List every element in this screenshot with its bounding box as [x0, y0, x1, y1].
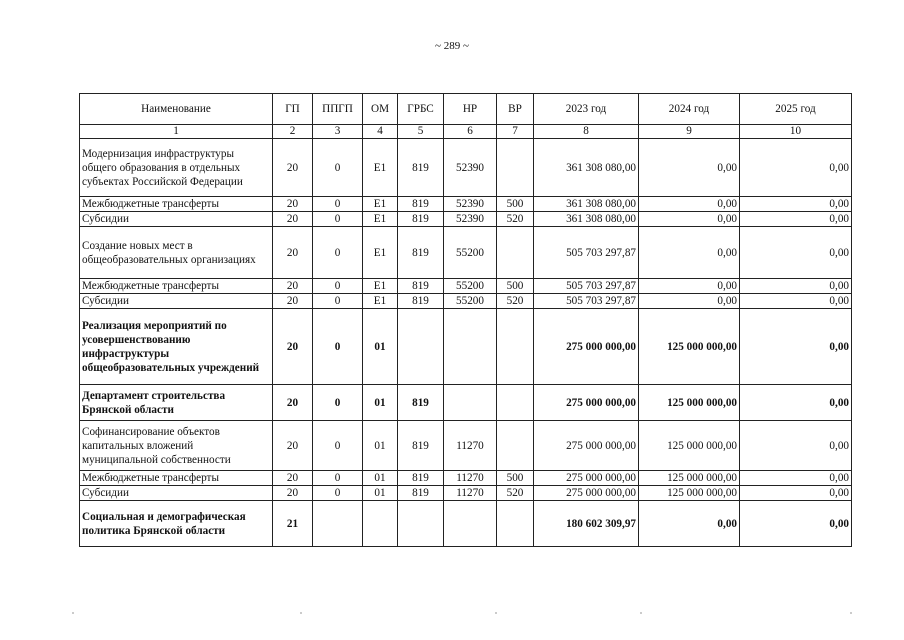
cell-2024: 0,00	[639, 501, 740, 547]
table-row	[80, 421, 852, 471]
cell-2023: 361 308 080,00	[534, 212, 639, 227]
cell-2025: 0,00	[740, 279, 852, 294]
cell-2024: 125 000 000,00	[639, 486, 740, 501]
cell-grbs: 819	[398, 279, 444, 294]
cell-gp: 20	[273, 294, 313, 309]
cell-ppgp: 0	[313, 197, 363, 212]
cell-2023: 505 703 297,87	[534, 294, 639, 309]
cell-nr: 11270	[444, 471, 497, 486]
cell-2023: 275 000 000,00	[534, 385, 639, 421]
cell-grbs: 819	[398, 294, 444, 309]
row-name: Межбюджетные трансферты	[80, 197, 273, 212]
cell-gp: 20	[273, 486, 313, 501]
cell-2025: 0,00	[740, 421, 852, 471]
cell-grbs: 819	[398, 421, 444, 471]
cell-2023: 275 000 000,00	[534, 309, 639, 385]
cell-2024: 125 000 000,00	[639, 471, 740, 486]
cell-nr: 55200	[444, 279, 497, 294]
cell-ppgp: 0	[313, 421, 363, 471]
cell-grbs	[398, 501, 444, 547]
cell-vr	[497, 385, 534, 421]
table-row	[80, 471, 852, 486]
cell-grbs: 819	[398, 139, 444, 197]
cell-om: 01	[363, 471, 398, 486]
col-header-name: Наименование	[80, 94, 273, 125]
cell-2024: 125 000 000,00	[639, 421, 740, 471]
scan-speck	[300, 612, 302, 614]
column-number-row	[80, 125, 852, 139]
cell-grbs: 819	[398, 486, 444, 501]
cell-2025: 0,00	[740, 385, 852, 421]
cell-2023: 275 000 000,00	[534, 486, 639, 501]
cell-2025: 0,00	[740, 197, 852, 212]
cell-ppgp: 0	[313, 212, 363, 227]
table-row	[80, 501, 852, 547]
table-row	[80, 197, 852, 212]
cell-nr: 55200	[444, 227, 497, 279]
row-name: Модернизация инфраструктуры общего образования в отдельных субъектах Российской Федерации	[80, 139, 273, 197]
table-row	[80, 294, 852, 309]
col-number: 7	[497, 125, 534, 139]
cell-vr	[497, 139, 534, 197]
col-number: 1	[80, 125, 273, 139]
cell-grbs: 819	[398, 227, 444, 279]
cell-vr: 500	[497, 471, 534, 486]
budget-table	[79, 93, 852, 547]
cell-vr: 520	[497, 486, 534, 501]
cell-2025: 0,00	[740, 309, 852, 385]
cell-ppgp: 0	[313, 486, 363, 501]
cell-ppgp: 0	[313, 471, 363, 486]
cell-vr	[497, 309, 534, 385]
cell-nr: 55200	[444, 294, 497, 309]
cell-ppgp: 0	[313, 294, 363, 309]
cell-vr	[497, 501, 534, 547]
cell-2025: 0,00	[740, 227, 852, 279]
col-header-2024: 2024 год	[639, 94, 740, 125]
cell-vr: 500	[497, 197, 534, 212]
scan-speck	[495, 612, 497, 614]
cell-2025: 0,00	[740, 294, 852, 309]
cell-om: 01	[363, 309, 398, 385]
cell-om	[363, 501, 398, 547]
cell-gp: 20	[273, 212, 313, 227]
cell-nr: 52390	[444, 212, 497, 227]
cell-gp: 20	[273, 421, 313, 471]
page-number: ~ 289 ~	[435, 40, 469, 52]
cell-vr: 520	[497, 294, 534, 309]
cell-nr: 52390	[444, 139, 497, 197]
cell-ppgp: 0	[313, 309, 363, 385]
table-row	[80, 279, 852, 294]
row-name: Реализация мероприятий по усовершенствованию инфраструктуры общеобразовательных учреждений	[80, 309, 273, 385]
cell-2023: 361 308 080,00	[534, 197, 639, 212]
cell-om: E1	[363, 227, 398, 279]
cell-gp: 20	[273, 139, 313, 197]
table-row	[80, 227, 852, 279]
table-row	[80, 139, 852, 197]
cell-2024: 0,00	[639, 279, 740, 294]
cell-ppgp: 0	[313, 385, 363, 421]
row-name: Субсидии	[80, 486, 273, 501]
col-header-2023: 2023 год	[534, 94, 639, 125]
cell-om: E1	[363, 279, 398, 294]
table-row	[80, 309, 852, 385]
cell-grbs	[398, 309, 444, 385]
cell-2024: 125 000 000,00	[639, 309, 740, 385]
row-name: Социальная и демографическая политика Брянской области	[80, 501, 273, 547]
cell-grbs: 819	[398, 212, 444, 227]
cell-2024: 0,00	[639, 139, 740, 197]
cell-nr	[444, 309, 497, 385]
cell-nr: 52390	[444, 197, 497, 212]
table-row	[80, 385, 852, 421]
cell-gp: 20	[273, 227, 313, 279]
cell-2023: 361 308 080,00	[534, 139, 639, 197]
cell-2024: 0,00	[639, 212, 740, 227]
cell-2025: 0,00	[740, 212, 852, 227]
cell-2024: 0,00	[639, 197, 740, 212]
cell-grbs: 819	[398, 197, 444, 212]
header-row	[80, 94, 852, 125]
col-header-vr: ВР	[497, 94, 534, 125]
cell-vr	[497, 227, 534, 279]
col-number: 9	[639, 125, 740, 139]
cell-om: 01	[363, 421, 398, 471]
col-number: 5	[398, 125, 444, 139]
row-name: Софинансирование объектов капитальных вложений муниципальной собственности	[80, 421, 273, 471]
cell-2025: 0,00	[740, 139, 852, 197]
cell-vr: 520	[497, 212, 534, 227]
scan-speck	[850, 612, 852, 614]
cell-ppgp: 0	[313, 139, 363, 197]
cell-om: E1	[363, 139, 398, 197]
col-number: 4	[363, 125, 398, 139]
cell-nr	[444, 385, 497, 421]
cell-grbs: 819	[398, 471, 444, 486]
col-header-2025: 2025 год	[740, 94, 852, 125]
cell-2024: 125 000 000,00	[639, 385, 740, 421]
cell-gp: 21	[273, 501, 313, 547]
cell-om: E1	[363, 197, 398, 212]
col-number: 6	[444, 125, 497, 139]
col-number: 8	[534, 125, 639, 139]
scan-speck	[640, 612, 642, 614]
col-header-nr: НР	[444, 94, 497, 125]
cell-vr: 500	[497, 279, 534, 294]
cell-2023: 505 703 297,87	[534, 227, 639, 279]
cell-2025: 0,00	[740, 471, 852, 486]
cell-gp: 20	[273, 197, 313, 212]
cell-gp: 20	[273, 385, 313, 421]
col-header-ppgp: ППГП	[313, 94, 363, 125]
col-number: 2	[273, 125, 313, 139]
cell-ppgp: 0	[313, 279, 363, 294]
row-name: Создание новых мест в общеобразовательных организациях	[80, 227, 273, 279]
cell-2025: 0,00	[740, 486, 852, 501]
cell-gp: 20	[273, 279, 313, 294]
col-header-gp: ГП	[273, 94, 313, 125]
table-row	[80, 486, 852, 501]
row-name: Субсидии	[80, 212, 273, 227]
col-number: 10	[740, 125, 852, 139]
row-name: Межбюджетные трансферты	[80, 471, 273, 486]
row-name: Департамент строительства Брянской области	[80, 385, 273, 421]
col-header-om: ОМ	[363, 94, 398, 125]
cell-om: E1	[363, 212, 398, 227]
cell-2024: 0,00	[639, 294, 740, 309]
cell-nr	[444, 501, 497, 547]
col-header-grbs: ГРБС	[398, 94, 444, 125]
table-row	[80, 212, 852, 227]
row-name: Межбюджетные трансферты	[80, 279, 273, 294]
cell-vr	[497, 421, 534, 471]
scan-speck	[72, 612, 74, 614]
col-number: 3	[313, 125, 363, 139]
cell-2024: 0,00	[639, 227, 740, 279]
row-name: Субсидии	[80, 294, 273, 309]
cell-ppgp	[313, 501, 363, 547]
cell-ppgp: 0	[313, 227, 363, 279]
cell-2023: 505 703 297,87	[534, 279, 639, 294]
cell-gp: 20	[273, 471, 313, 486]
cell-2025: 0,00	[740, 501, 852, 547]
cell-2023: 180 602 309,97	[534, 501, 639, 547]
cell-om: 01	[363, 385, 398, 421]
cell-2023: 275 000 000,00	[534, 471, 639, 486]
cell-gp: 20	[273, 309, 313, 385]
cell-nr: 11270	[444, 421, 497, 471]
cell-2023: 275 000 000,00	[534, 421, 639, 471]
cell-grbs: 819	[398, 385, 444, 421]
cell-nr: 11270	[444, 486, 497, 501]
cell-om: E1	[363, 294, 398, 309]
cell-om: 01	[363, 486, 398, 501]
